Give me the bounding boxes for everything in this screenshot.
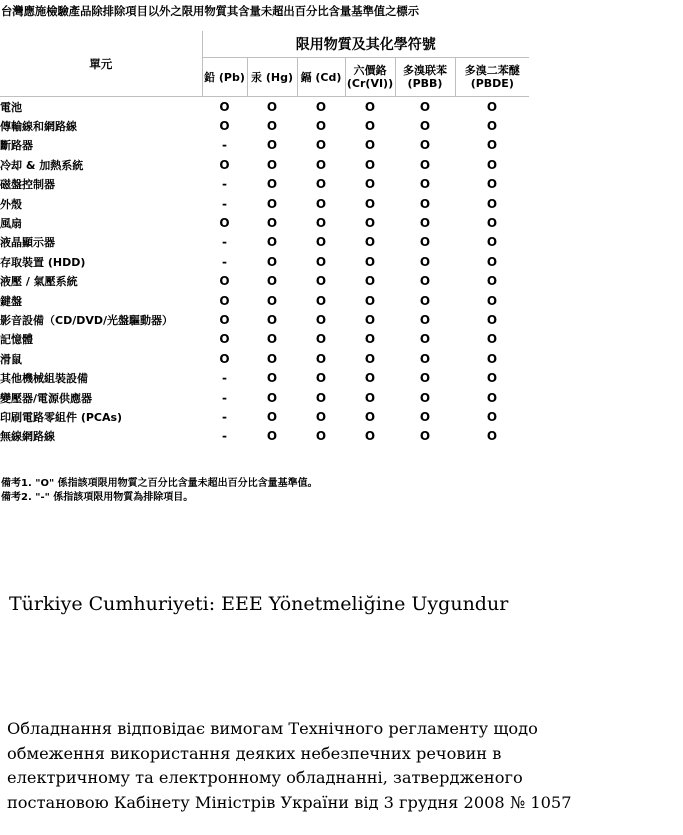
document-title: 台灣應施檢驗產品除排除項目以外之限用物質其含量未超出百分比含量基準值之標示 xyxy=(1,5,419,18)
unit-name-cell: 印刷電路零組件 (PCAs) xyxy=(0,410,123,424)
substance-status-cell: O xyxy=(486,138,498,153)
table-row xyxy=(0,175,529,194)
substance-status-cell: O xyxy=(419,429,431,444)
table-row xyxy=(0,330,529,349)
substance-status-cell: O xyxy=(219,332,230,347)
ukraine-statement-line: постановою Кабінету Міністрів України від 3 грудня 2008 № 1057 xyxy=(7,792,572,812)
substance-status-cell: O xyxy=(486,235,498,250)
substance-status-cell: O xyxy=(486,390,498,405)
substance-status-cell: O xyxy=(315,254,327,269)
substance-status-cell: O xyxy=(364,371,376,386)
table-row xyxy=(0,427,529,446)
substance-status-cell: O xyxy=(486,409,498,424)
substance-status-cell: O xyxy=(419,254,431,269)
substance-header-line2: (PBB) xyxy=(407,77,443,90)
substance-status-cell: O xyxy=(315,351,327,366)
substance-status-cell: O xyxy=(266,177,278,192)
substance-status-cell: O xyxy=(486,254,498,269)
substance-status-cell: O xyxy=(419,351,431,366)
restricted-substances-table xyxy=(0,31,529,446)
unit-name-cell: 無線網路線 xyxy=(0,430,55,444)
substance-status-cell: O xyxy=(266,235,278,250)
substance-header-cr6 xyxy=(345,58,395,97)
unit-name-cell: 風扇 xyxy=(0,217,22,231)
unit-name-cell: 存取裝置 (HDD) xyxy=(0,255,86,269)
substance-header-line1: 六價鉻 xyxy=(353,64,387,77)
substance-status-cell: O xyxy=(219,157,230,172)
unit-name-cell: 磁盤控制器 xyxy=(0,178,55,192)
substance-status-cell: O xyxy=(486,312,498,327)
substance-status-cell: O xyxy=(419,119,431,134)
substance-status-cell: O xyxy=(219,216,230,231)
substance-header-line2: (PBDE) xyxy=(470,77,514,90)
substance-status-cell: - xyxy=(222,371,227,386)
substance-status-cell: O xyxy=(364,332,376,347)
substance-status-cell: O xyxy=(419,99,431,114)
substance-status-cell: - xyxy=(222,429,227,444)
substance-status-cell: O xyxy=(419,371,431,386)
table-row xyxy=(0,272,529,291)
substance-status-cell: O xyxy=(364,429,376,444)
substance-status-cell: O xyxy=(219,351,230,366)
substance-status-cell: O xyxy=(364,216,376,231)
substance-status-cell: O xyxy=(364,312,376,327)
substance-status-cell: O xyxy=(219,119,230,134)
substance-status-cell: O xyxy=(266,312,278,327)
substance-status-cell: O xyxy=(364,177,376,192)
substance-status-cell: O xyxy=(315,177,327,192)
substance-status-cell: - xyxy=(222,254,227,269)
turkey-compliance-statement: Türkiye Cumhuriyeti: EEE Yönetmeliğine Uygundur xyxy=(9,593,509,615)
substance-status-cell: O xyxy=(315,138,327,153)
substance-status-cell: O xyxy=(315,390,327,405)
table-row xyxy=(0,310,529,329)
substance-status-cell: O xyxy=(315,429,327,444)
substance-header-cd xyxy=(297,58,345,97)
table-body xyxy=(0,97,529,447)
substance-status-cell: O xyxy=(315,99,327,114)
substance-status-cell: O xyxy=(364,157,376,172)
table-row xyxy=(0,233,529,252)
substance-status-cell: O xyxy=(266,351,278,366)
substance-status-cell: O xyxy=(486,157,498,172)
substance-status-cell: O xyxy=(315,312,327,327)
notes-section xyxy=(1,477,318,505)
substance-status-cell: O xyxy=(219,274,230,289)
substance-status-cell: - xyxy=(222,196,227,211)
substance-status-cell: O xyxy=(486,332,498,347)
unit-name-cell: 外殼 xyxy=(0,197,22,211)
substance-status-cell: O xyxy=(419,177,431,192)
substance-status-cell: O xyxy=(266,409,278,424)
substance-status-cell: O xyxy=(315,293,327,308)
substance-status-cell: O xyxy=(419,293,431,308)
substance-status-cell: O xyxy=(419,409,431,424)
substance-status-cell: O xyxy=(266,254,278,269)
unit-name-cell: 其他機械組裝設備 xyxy=(0,372,88,386)
substance-status-cell: O xyxy=(266,196,278,211)
ukraine-statement-line: обмеження використання деяких небезпечних речовин в xyxy=(7,743,502,763)
substance-status-cell: O xyxy=(315,157,327,172)
substance-status-cell: O xyxy=(315,235,327,250)
substance-header-line1: 鉛 (Pb) xyxy=(204,70,245,84)
ukraine-statement-line: електричному та електронному обладнанні, затвердженого xyxy=(7,768,523,787)
table-row xyxy=(0,368,529,387)
substance-status-cell: O xyxy=(486,293,498,308)
table-row xyxy=(0,291,529,310)
substance-header-pbde xyxy=(455,58,529,97)
substance-header-line1: 多溴联苯 xyxy=(403,64,447,77)
table-row xyxy=(0,116,529,135)
substance-status-cell: O xyxy=(364,119,376,134)
table-row xyxy=(0,155,529,174)
substance-status-cell: O xyxy=(219,312,230,327)
ukraine-compliance-statement xyxy=(7,717,679,815)
unit-name-cell: 變壓器/電源供應器 xyxy=(0,391,93,405)
substance-status-cell: O xyxy=(266,390,278,405)
substance-status-cell: O xyxy=(315,371,327,386)
substance-status-cell: O xyxy=(419,216,431,231)
substance-status-cell: O xyxy=(266,157,278,172)
unit-column-header: 單元 xyxy=(0,31,202,97)
substance-header-pb xyxy=(202,58,247,97)
substance-status-cell: O xyxy=(419,390,431,405)
substance-status-cell: O xyxy=(364,196,376,211)
substance-header-line1: 多溴二苯醚 xyxy=(464,64,520,77)
substance-status-cell: O xyxy=(419,332,431,347)
substance-status-cell: O xyxy=(315,409,327,424)
substances-group-header: 限用物質及其化學符號 xyxy=(202,31,529,58)
table-row xyxy=(0,388,529,407)
substance-status-cell: O xyxy=(315,119,327,134)
substance-status-cell: O xyxy=(315,332,327,347)
substance-status-cell: O xyxy=(486,371,498,386)
substance-status-cell: O xyxy=(419,157,431,172)
substance-status-cell: O xyxy=(266,332,278,347)
unit-name-cell: 傳輸線和網路線 xyxy=(0,120,77,134)
note-2: 備考2. "-" 係指該項限用物質為排除項目。 xyxy=(1,492,194,503)
substance-status-cell: O xyxy=(486,429,498,444)
substance-status-cell: O xyxy=(364,99,376,114)
unit-name-cell: 影音設備（CD/DVD/光盤驅動器） xyxy=(0,313,174,327)
substance-status-cell: O xyxy=(219,293,230,308)
table-row xyxy=(0,213,529,232)
substance-status-cell: O xyxy=(419,274,431,289)
substance-status-cell: O xyxy=(419,138,431,153)
substance-header-hg xyxy=(247,58,297,97)
substance-status-cell: O xyxy=(364,409,376,424)
substance-header-line2: (Cr(VI)) xyxy=(346,77,394,90)
substance-status-cell: O xyxy=(266,429,278,444)
table-row xyxy=(0,407,529,426)
substance-status-cell: O xyxy=(266,216,278,231)
table-row xyxy=(0,136,529,155)
unit-name-cell: 滑鼠 xyxy=(0,352,22,366)
substance-status-cell: O xyxy=(315,216,327,231)
unit-name-cell: 液晶顯示器 xyxy=(0,236,55,250)
substance-status-cell: O xyxy=(419,196,431,211)
substance-status-cell: - xyxy=(222,138,227,153)
substance-status-cell: O xyxy=(364,351,376,366)
substance-header-line1: 鎘 (Cd) xyxy=(300,70,342,84)
table-row xyxy=(0,252,529,271)
substance-status-cell: O xyxy=(364,254,376,269)
substance-status-cell: O xyxy=(364,390,376,405)
ukraine-statement-line: Обладнання відповідає вимогам Технічного регламенту щодо xyxy=(7,719,538,738)
unit-name-cell: 電池 xyxy=(0,100,22,114)
table-row xyxy=(0,97,529,117)
substance-status-cell: O xyxy=(266,274,278,289)
substance-status-cell: - xyxy=(222,235,227,250)
unit-name-cell: 液壓 / 氣壓系統 xyxy=(0,275,78,289)
table-row xyxy=(0,349,529,368)
note-1: 備考1. "O" 係指該項限用物質之百分比含量未超出百分比含量基準值。 xyxy=(1,478,318,489)
substance-header-line1: 汞 (Hg) xyxy=(251,70,293,84)
substance-status-cell: O xyxy=(315,196,327,211)
substance-status-cell: O xyxy=(486,351,498,366)
substance-status-cell: O xyxy=(419,312,431,327)
substance-status-cell: O xyxy=(486,274,498,289)
unit-name-cell: 鍵盤 xyxy=(0,294,22,308)
unit-name-cell: 斷路器 xyxy=(0,139,33,153)
substance-status-cell: O xyxy=(486,119,498,134)
substance-status-cell: - xyxy=(222,409,227,424)
substance-status-cell: O xyxy=(364,138,376,153)
substance-status-cell: O xyxy=(315,274,327,289)
substance-status-cell: O xyxy=(419,235,431,250)
substance-status-cell: O xyxy=(266,138,278,153)
substance-status-cell: O xyxy=(364,235,376,250)
substance-status-cell: - xyxy=(222,390,227,405)
substance-status-cell: O xyxy=(486,216,498,231)
substance-status-cell: O xyxy=(486,196,498,211)
unit-name-cell: 記憶體 xyxy=(0,333,33,347)
substance-status-cell: O xyxy=(486,177,498,192)
substance-status-cell: O xyxy=(364,293,376,308)
substance-status-cell: O xyxy=(266,119,278,134)
table-row xyxy=(0,194,529,213)
substance-status-cell: O xyxy=(266,99,278,114)
substance-status-cell: O xyxy=(219,99,230,114)
unit-name-cell: 冷却 & 加熱系統 xyxy=(0,158,84,172)
substance-header-pbb xyxy=(395,58,455,97)
substance-status-cell: - xyxy=(222,177,227,192)
substance-status-cell: O xyxy=(266,293,278,308)
substance-status-cell: O xyxy=(266,371,278,386)
substance-status-cell: O xyxy=(364,274,376,289)
substance-status-cell: O xyxy=(486,99,498,114)
